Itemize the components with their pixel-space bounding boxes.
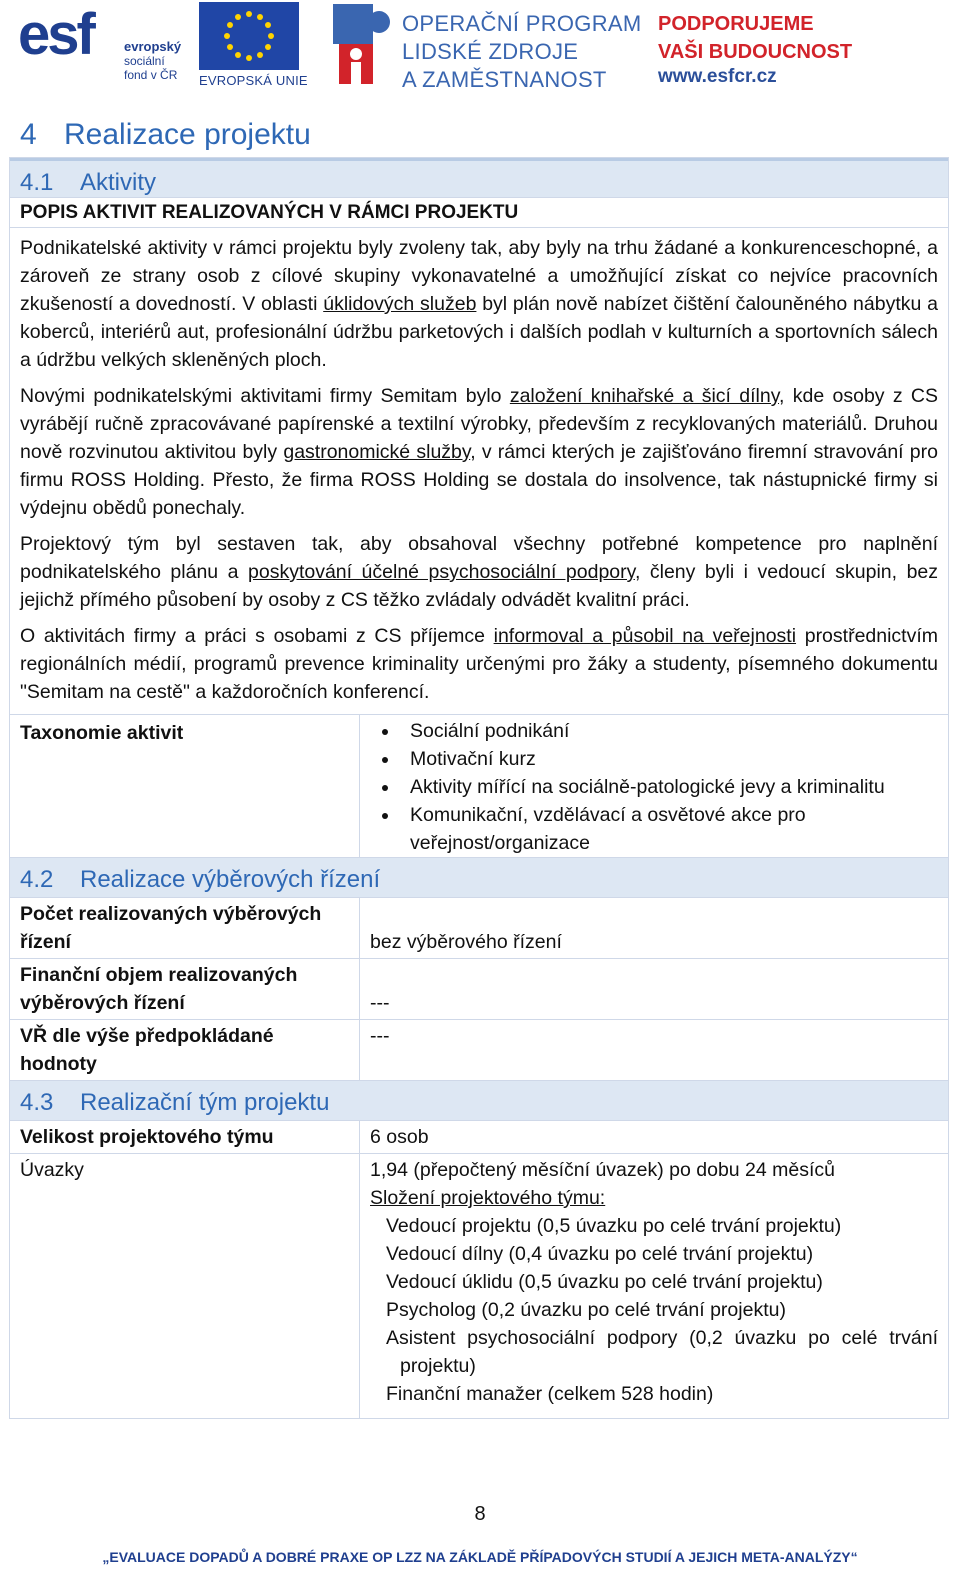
paragraph-4 [10,622,948,706]
section-title: Aktivity [80,169,157,196]
esf-line2: sociální [124,54,165,68]
underlined-text: informoval a působil na veřejnosti [493,625,797,647]
taxonomy-row [10,715,948,858]
eu-text: EVROPSKÁ UNIE [199,73,308,88]
uvazky-value: 1,94 (přepočtený měsíční úvazek) po dobu 24 měsíců [370,1159,836,1181]
activities-subtitle: POPIS AKTIVIT REALIZOVANÝCH V RÁMCI PROJEKTU [10,198,948,228]
text: prostřednictvím regionálních médií, programů prevence kriminality určenými pro žáky a studenty, písemného dokumentu "Semitam na cestě" a každoročních konferencí. [20,625,939,703]
table-row [10,1154,948,1418]
taxonomy-list [370,717,938,857]
row-label: Počet realizovaných výběrových řízení [10,898,360,958]
footer: „EVALUACE DOPADŮ A DOBRÉ PRAXE OP LZZ NA ZÁKLADĚ PŘÍPADOVÝCH STUDIÍ A JEJICH META-ANALÝZY“ [102,1549,858,1565]
list-item: Vedoucí dílny (0,4 úvazku po celé trvání projektu) [386,1243,814,1265]
list-item: • Motivační kurz [400,745,938,773]
text: , kde osoby z CS vyrábějí ručně zpracovávané papírenské a textilní výrobky, především z recyklovaných materiálů. Druhou nově rozvinutou aktivitou byly [20,385,938,463]
report-table [9,157,949,1419]
team-heading: Složení projektového týmu: [370,1187,606,1209]
paragraph-3 [10,530,948,614]
slogan-line2: VAŠI BUDOUCNOST [658,41,853,63]
section-number: 4.3 [20,1089,54,1116]
table-row [10,1020,948,1081]
section-title: Realizační tým projektu [80,1089,330,1116]
underlined-text: gastronomické služby [283,441,471,463]
table-row [10,898,948,959]
list-item: Asistent psychosociální podpory (0,2 úvazku po celé trvání projektu) [386,1327,938,1377]
team-size-value: 6 osob [370,1126,429,1148]
row-value: --- [370,992,390,1014]
uvazky-cell [360,1154,948,1418]
list-item: • Komunikační, vzdělávací a osvětové akce pro veřejnost/organizace [400,801,938,857]
esf-logo-text [124,40,181,82]
esf-logo: esf [18,2,93,67]
text: Podnikatelské aktivity v rámci projektu byly zvoleny tak, aby byly na trhu žádané a konkurenceschopné, a zároveň ze strany osob z cílové skupiny vykonavatelné a umožňující získat co nejvíce pracovních zkušeností a dovedností. V oblasti [20,237,938,315]
team-size-label: Velikost projektového týmu [10,1121,360,1153]
text: Projektový tým byl sestaven tak, aby obsahoval všechny potřebné kompetence pro naplnění podnikatelského plánu a [20,533,938,583]
row-label: VŘ dle výše předpokládané hodnoty [10,1020,360,1080]
underlined-text: založení knihařské a šicí dílny [509,385,780,407]
opz-line3: A ZAMĚSTNANOST [402,67,607,92]
esf-line3: fond v ČR [124,68,178,82]
chapter-heading [20,118,311,152]
uvazky-label: Úvazky [10,1154,360,1418]
underlined-text: úklidových služeb [323,293,477,315]
text: byl plán nově nabízet čištění čalouněného nábytku a koberců, interiérů aut, profesionální údržbu parketových i dalších podlah v kulturních a sportovních sálech a údržbu velkých skleněných ploch. [20,293,938,371]
list-item: Psycholog (0,2 úvazku po celé trvání projektu) [386,1299,786,1321]
taxonomy-label: Taxonomie aktivit [10,715,360,857]
section-number: 4.2 [20,866,54,893]
row-value: bez výběrového řízení [370,931,562,953]
section-4-3-heading [10,1081,948,1121]
section-title: Realizace výběrových řízení [80,866,381,893]
underlined-text: poskytování účelné psychosociální podpory [248,561,635,583]
slogan [658,10,852,66]
section-number: 4.1 [20,169,54,196]
list-item: • Aktivity mířící na sociálně-patologické jevy a kriminalitu [400,773,938,801]
paragraph-1 [10,234,948,374]
list-item: Vedoucí projektu (0,5 úvazku po celé trvání projektu) [386,1215,842,1237]
text: Novými podnikatelskými aktivitami firmy Semitam bylo [20,385,510,407]
text: , členy byli i vedoucí skupin, bez jejichž přímého působení by osoby z CS těžko zvládaly odvádět kvalitní práci. [20,561,939,611]
opz-line1: OPERAČNÍ PROGRAM [402,11,642,36]
paragraph-2 [10,382,948,522]
header-logos [0,0,960,100]
esf-url: www.esfcr.cz [658,66,777,87]
row-value: --- [370,1025,390,1047]
section-4-2-heading [10,858,948,898]
table-row [10,1121,948,1154]
row-label: Finanční objem realizovaných výběrových řízení [10,959,360,1019]
opz-line2: LIDSKÉ ZDROJE [402,39,579,64]
chapter-number: 4 [20,118,37,151]
slogan-line1: PODPORUJEME [658,13,814,35]
table-row [10,959,948,1020]
eu-flag-icon [199,2,299,70]
section-4-1-heading [10,158,948,198]
chapter-title: Realizace projektu [64,118,311,151]
text: O aktivitách firmy a práci s osobami z CS příjemce [20,625,494,647]
text: , v rámci kterých je zajišťováno firemní stravování pro firmu ROSS Holding. Přesto, že firma ROSS Holding se dostala do insolvence, tak nástupnické firmy si výdejnu obědů ponechaly. [20,441,938,519]
taxonomy-list-cell [360,715,948,857]
list-item: • Sociální podnikání [400,717,938,745]
activities-description [10,228,948,715]
list-item: Finanční manažer (celkem 528 hodin) [386,1383,714,1405]
opz-figure-icon [333,4,391,86]
esf-line1: evropský [124,39,182,54]
page-number: 8 [474,1503,486,1525]
opz-logo-text [402,10,642,94]
list-item: Vedoucí úklidu (0,5 úvazku po celé trvání projektu) [386,1271,823,1293]
